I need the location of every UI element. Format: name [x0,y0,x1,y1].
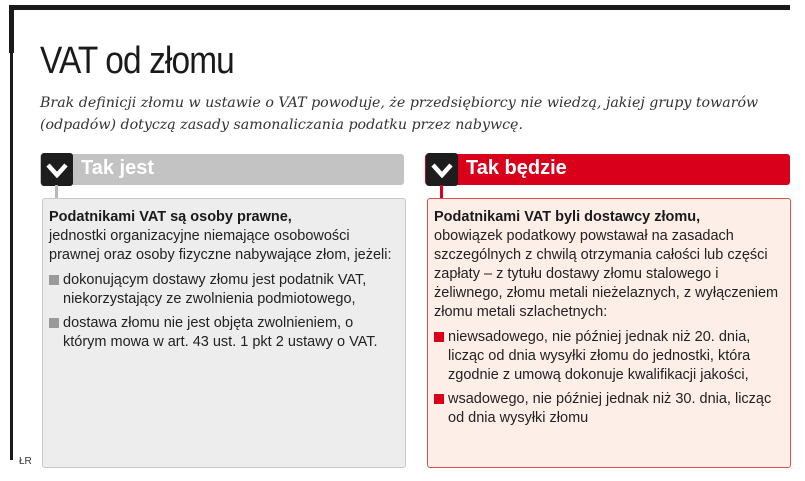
header-current [40,154,404,185]
header-label: Tak jest [81,157,154,179]
author-credit: ŁR [19,456,32,467]
list-item: dokonującym dostawy złomu jest podatnik VAT, niekorzystający ze zwolnienia podmiotowego, [49,271,399,309]
box-text: jednostki organizacyjne niemające osobowości prawnej oraz osoby fizyczne nabywające złom, jeżeli: [49,228,392,263]
content-box-current [42,198,406,468]
box-lead-bold: Podatnikami VAT są osoby prawne, [49,209,292,225]
frame-left-rule [10,5,13,460]
header-future [425,154,790,185]
content-box-future [427,198,791,468]
box-lead-bold: Podatnikami VAT byli dostawcy złomu, [434,209,701,225]
header-label: Tak będzie [466,157,567,179]
lead-paragraph: Brak definicji złomu w ustawie o VAT powoduje, że przedsiębiorcy nie wiedzą, jakiej grupy towarów (odpadów) dotyczą zasady samonaliczania podatku przez nabywcę. [40,95,759,133]
list-item: wsadowego, nie później jednak niż 30. dnia, licząc od dnia wysyłki złomu [434,390,784,428]
frame-corner [9,5,14,53]
connector [440,185,443,199]
frame-top-rule [9,5,790,10]
square-bullet-icon [49,318,59,328]
column-current [40,154,404,350]
chevron-down-icon [426,153,458,186]
list-item: dostawa złomu nie jest objęta zwolnieniem, o którym mowa w art. 43 ust. 1 pkt 2 ustawy o VAT. [49,314,399,352]
square-bullet-icon [434,394,444,404]
bullet-list [434,328,784,428]
column-future [425,154,790,426]
chevron-down-icon [41,153,73,186]
list-item: niewsadowego, nie później jednak niż 20. dnia, licząc od dnia wysyłki złomu do jednostki, która zgodnie z umową dokonuje kwalifikacji jakości, [434,328,784,385]
box-text: obowiązek podatkowy powstawał na zasadach szczególnych z chwilą otrzymania całości lub części zapłaty – z tytułu dostawy złomu stalowego i żeliwnego, złomu metali nieżelaznych, z wyłączeniem złomu metali szlachetnych: [434,228,779,320]
square-bullet-icon [434,332,444,342]
bullet-list [49,271,399,352]
page-title: VAT od złomu [40,40,234,82]
square-bullet-icon [49,275,59,285]
connector [55,185,58,199]
